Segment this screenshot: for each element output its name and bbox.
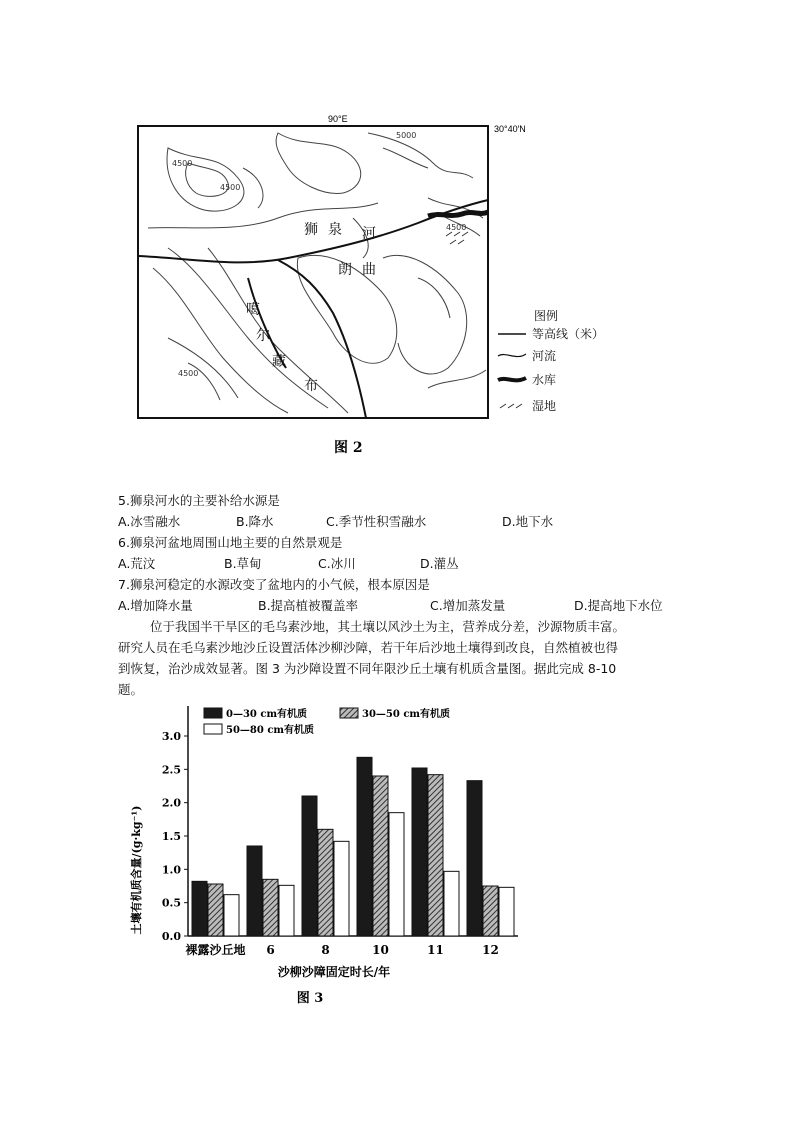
passage-line-3: 到恢复，治沙成效显著。图 3 为沙障设置不同年限沙丘土壤有机质含量图。据此完成 8-10 [118, 661, 617, 676]
legend-swatch-3 [204, 724, 222, 734]
bar-1-3 [357, 757, 372, 936]
bar-2-1 [263, 879, 278, 936]
gaer-label-char: 尔 [256, 328, 270, 344]
coord-top: 90°E [328, 114, 348, 124]
map-svg [128, 108, 648, 458]
bar-3-4 [444, 871, 459, 936]
x-tick-label: 11 [427, 943, 444, 957]
bar-3-5 [499, 887, 514, 936]
y-tick-label: 0.0 [161, 930, 181, 943]
map-legend [498, 308, 604, 413]
legend-label-3: 50—80 cm有机质 [226, 725, 314, 736]
passage-line-1: 位于我国半干旱区的毛乌素沙地，其土壤以风沙土为主，营养成分差，沙源物质丰富。 [150, 619, 626, 634]
passage-line-2: 研究人员在毛乌素沙地沙丘设置活体沙柳沙障，若干年后沙地土壤得到改良，自然植被也得 [118, 640, 619, 655]
legend-title: 图例 [534, 309, 559, 323]
q7-stem: 7.狮泉河稳定的水源改变了盆地内的小气候，根本原因是 [118, 577, 430, 592]
contour-label: 4500 [172, 159, 193, 168]
q6-option-a: A.荒汶 [118, 556, 156, 571]
legend-label-1: 0—30 cm有机质 [226, 709, 308, 720]
y-tick-label: 1.5 [161, 830, 181, 843]
q5-stem: 5.狮泉河水的主要补给水源是 [118, 493, 280, 508]
legend-item-river: 河流 [532, 349, 557, 363]
bar-1-5 [467, 781, 482, 936]
legend-reservoir-symbol [498, 378, 526, 380]
y-tick-label: 2.5 [161, 763, 181, 777]
contour-label: 4500 [446, 223, 467, 232]
chart-bars [192, 757, 514, 936]
bar-2-5 [483, 886, 498, 936]
contour-label: 5000 [396, 131, 417, 140]
y-tick-label: 3.0 [161, 730, 181, 743]
y-tick-label: 0.5 [161, 896, 181, 910]
bar-3-2 [334, 841, 349, 936]
river-label-char: 河 [362, 226, 376, 242]
q7-option-c: C.增加蒸发量 [430, 598, 506, 613]
legend-label-2: 30—50 cm有机质 [362, 709, 450, 720]
contour-label: 4500 [178, 369, 199, 378]
figure-3-caption: 图 3 [296, 991, 324, 1006]
gaer-label-char: 噶 [246, 302, 260, 318]
legend-item-reservoir: 水库 [532, 373, 557, 387]
y-tick-label: 1.0 [161, 863, 181, 877]
contour-label: 4500 [220, 183, 241, 192]
x-tick-label: 10 [372, 943, 389, 957]
coord-right: 30°40′N [494, 124, 526, 134]
q5-option-d: D.地下水 [502, 514, 554, 529]
river-label-char: 泉 [328, 222, 342, 238]
q7-option-d: D.提高地下水位 [574, 598, 663, 613]
langqu-label-char: 曲 [362, 262, 376, 278]
figure-3-chart [118, 700, 538, 1010]
x-tick-label: 12 [482, 943, 499, 957]
bar-2-2 [318, 829, 333, 936]
y-tick-label: 2.0 [161, 796, 181, 810]
q7-option-b: B.提高植被覆盖率 [258, 598, 359, 613]
river-label-char: 狮 [304, 222, 318, 238]
legend-wetland-symbol [500, 404, 522, 408]
q5-option-b: B.降水 [236, 514, 274, 529]
figure-2-caption: 图 2 [334, 440, 363, 456]
chart-xlabel: 沙柳沙障固定时长/年 [277, 965, 391, 979]
legend-item-wetland: 湿地 [532, 399, 557, 413]
chart-ylabel: 土壤有机质含量/(g·kg⁻¹) [130, 805, 143, 935]
langqu-label-char: 朗 [338, 262, 352, 278]
legend-swatch-1 [204, 708, 222, 718]
bar-3-3 [389, 813, 404, 936]
bar-2-3 [373, 776, 388, 936]
bar-2-4 [428, 775, 443, 936]
chart-svg [118, 700, 538, 1010]
x-tick-label: 裸露沙丘地 [185, 943, 246, 957]
bar-2-0 [208, 884, 223, 936]
q6-option-d: D.灌丛 [420, 556, 459, 571]
q6-option-c: C.冰川 [318, 556, 356, 571]
x-tick-label: 8 [321, 943, 330, 957]
legend-swatch-2 [340, 708, 358, 718]
q6-option-b: B.草甸 [224, 556, 262, 571]
figure-2-map [128, 108, 648, 458]
q7-option-a: A.增加降水量 [118, 598, 193, 613]
reservoir-shape [428, 212, 488, 216]
gaer-label-char: 布 [304, 378, 318, 394]
q5-option-c: C.季节性积雪融水 [326, 514, 427, 529]
gaer-label-char: 藏 [272, 354, 286, 370]
bar-1-2 [302, 796, 317, 936]
q5-option-a: A.冰雪融水 [118, 514, 181, 529]
chart-legend [204, 707, 450, 736]
x-tick-label: 6 [266, 943, 275, 957]
legend-river-symbol [498, 354, 526, 357]
bar-1-4 [412, 768, 427, 936]
passage-line-4: 题。 [118, 682, 144, 697]
bar-3-1 [279, 885, 294, 936]
q6-stem: 6.狮泉河盆地周围山地主要的自然景观是 [118, 535, 343, 550]
bar-3-0 [224, 895, 239, 936]
bar-1-1 [247, 846, 262, 936]
bar-1-0 [192, 881, 207, 936]
legend-item-contour: 等高线（米） [532, 327, 605, 341]
